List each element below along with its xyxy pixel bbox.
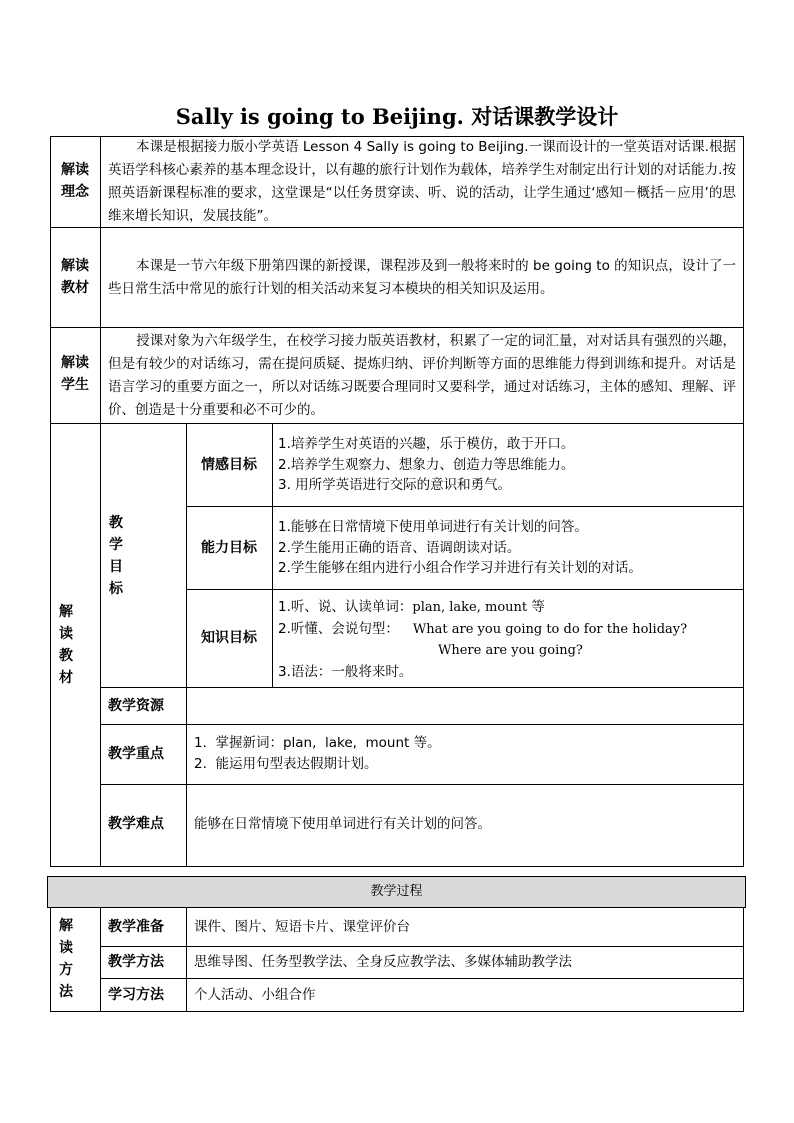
emotion-goal-list	[278, 434, 574, 496]
difficulties-label: 教学难点	[108, 816, 164, 832]
teaching-method-value: 思维导图、任务型教学法、全身反应教学法、多媒体辅助教学法	[194, 954, 572, 970]
teaching-goals-label: 教 学 目 标	[109, 515, 123, 597]
page-title: Sally is going to Beijing. 对话课教学设计	[175, 104, 619, 129]
key-points-list	[194, 733, 441, 774]
emotion-goal-label: 情感目标	[201, 457, 257, 473]
learning-method-label: 学习方法	[108, 987, 164, 1003]
interpret-material-vertical-label: 解 读 教 材	[59, 604, 73, 686]
list-item: 3. 用所学英语进行交际的意识和勇气。	[278, 477, 512, 493]
key-points-label: 教学重点	[108, 746, 164, 762]
knowledge-goal-label: 知识目标	[201, 630, 257, 646]
list-item: 2. 能运用句型表达假期计划。	[194, 755, 378, 772]
material-text: 本课是一节六年级下册第四课的新授课，课程涉及到一般将来时的 be going to 的知识点，设计了一些日常生活中常见的旅行计划的相关活动来复习本模块的相关知识及运用。	[108, 258, 736, 297]
difficulties-value: 能够在日常情境下使用单词进行有关计划的问答。	[194, 816, 491, 832]
concept-label: 解读 理念	[61, 162, 89, 200]
methods-vertical-label: 解 读 方 法	[59, 918, 73, 1000]
list-item: 2.听懂、会说句型： What are you going to do for the holiday?	[278, 620, 688, 637]
list-item: 1. 掌握新词：plan, lake, mount 等。	[194, 735, 441, 751]
students-text: 授课对象为六年级学生，在校学习接力版英语教材，积累了一定的词汇量，对对话具有强烈的兴趣，但是有较少的对话练习，需在提问质疑、提炼归纳、评价判断等方面的思维能力得到训练和提升。对话是语言学习的重要方面之一，所以对话练习既要合理同时又要科学，通过对话练习，主体的感知、理解、评价、创造是十分重要和必不可少的。	[108, 333, 736, 418]
material-label: 解读 教材	[61, 258, 89, 296]
learning-method-value: 个人活动、小组合作	[194, 987, 316, 1003]
concept-text: 本课是根据接力版小学英语 Lesson 4 Sally is going to Beijing.一课而设计的一堂英语对话课.根据英语学科核心素养的基本理念设计，以有趣的旅行计划作为载体，培养学生对制定出行计划的对话能力.按照英语新课程标准的要求，这堂课是“以任务贯穿读、听、说的活动，让学生通过‘感知－概括－应用’的思维来增长知识，发展技能”。	[108, 139, 736, 224]
list-item: 1.培养学生对英语的兴趣，乐于模仿，敢于开口。	[278, 436, 575, 452]
prep-label: 教学准备	[108, 919, 164, 935]
list-item: 2.学生能够在组内进行小组合作学习并进行有关计划的对话。	[278, 560, 642, 576]
list-item: 1.听、说、认读单词：plan, lake, mount 等	[278, 599, 545, 615]
list-item: 2.培养学生观察力、想象力、创造力等思维能力。	[278, 456, 575, 473]
list-item: 3.语法：一般将来时。	[278, 663, 413, 680]
ability-goal-list	[278, 517, 642, 579]
list-item: 2.学生能用正确的语音、语调朗读对话。	[278, 539, 521, 556]
students-label: 解读 学生	[61, 355, 89, 393]
process-banner: 教学过程	[47, 876, 746, 908]
list-item: Where are you going?	[438, 643, 583, 658]
teaching-method-label: 教学方法	[108, 954, 164, 970]
prep-value: 课件、图片、短语卡片、课堂评价台	[194, 919, 410, 935]
resources-label: 教学资源	[108, 698, 164, 714]
list-item: 1.能够在日常情境下使用单词进行有关计划的问答。	[278, 519, 588, 535]
ability-goal-label: 能力目标	[201, 540, 257, 556]
knowledge-goal-list	[278, 597, 687, 682]
